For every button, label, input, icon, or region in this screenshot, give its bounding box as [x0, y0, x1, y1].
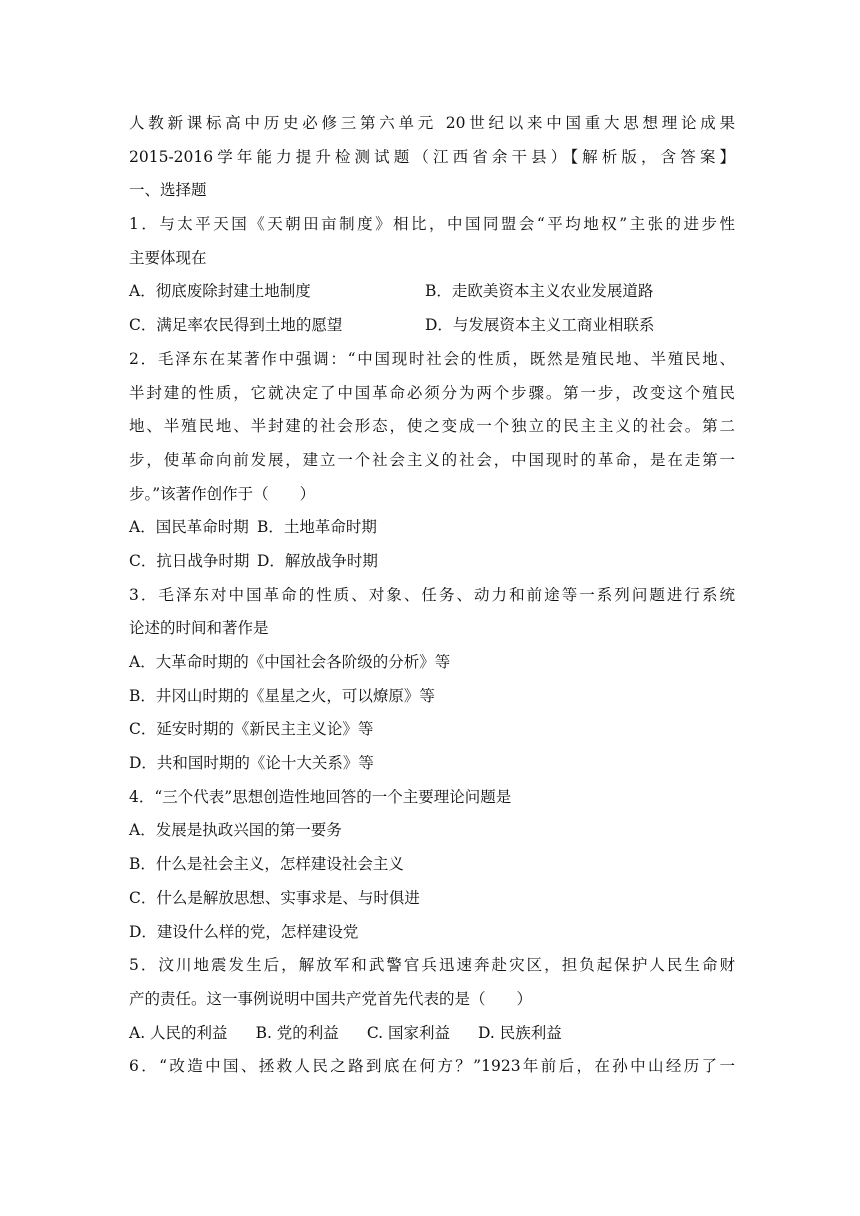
question-2-option-c: C．抗日战争时期	[129, 551, 250, 570]
section-heading: 一、选择题	[129, 181, 207, 200]
question-4-option-b: B．什么是社会主义，怎样建设社会主义	[129, 855, 404, 874]
document-body	[129, 107, 735, 1084]
question-4-option-a: A．发展是执政兴国的第一要务	[129, 821, 342, 840]
document-title-line-2: 2015-2016学年能力提升检测试题（江西省余干县）【解析版，含答案】	[129, 147, 735, 166]
question-1-option-c: C．满足率农民得到土地的愿望	[129, 316, 343, 335]
question-2-stem: 2．毛泽东在某著作中强调：“中国现时社会的性质，既然是殖民地、半殖民地、	[129, 349, 735, 368]
question-2-option-b: B．土地革命时期	[257, 518, 377, 537]
question-2-stem-cont-1: 半封建的性质，它就决定了中国革命必须分为两个步骤。第一步，改变这个殖民	[129, 383, 735, 402]
question-5-stem: 5．汶川地震发生后，解放军和武警官兵迅速奔赴灾区，担负起保护人民生命财	[129, 956, 735, 975]
question-2-option-d: D．解放战争时期	[257, 551, 378, 570]
question-3-option-b: B．井冈山时期的《星星之火，可以燎原》等	[129, 686, 435, 705]
question-1-option-a: A．彻底废除封建土地制度	[129, 282, 311, 301]
question-5-option-d: D. 民族利益	[477, 1023, 562, 1042]
document-title-line-1: 人教新课标高中历史必修三第六单元 20世纪以来中国重大思想理论成果	[129, 114, 735, 132]
question-5-option-c: C. 国家利益	[366, 1023, 450, 1042]
question-1-option-b: B．走欧美资本主义农业发展道路	[425, 282, 654, 301]
question-4-option-c: C．什么是解放思想、实事求是、与时俱进	[129, 888, 420, 907]
question-1-stem-cont: 主要体现在	[129, 248, 207, 267]
question-2-option-a: A．国民革命时期	[129, 518, 249, 537]
question-1-option-d: D．与发展资本主义工商业相联系	[425, 316, 655, 335]
question-4-stem: 4．“三个代表”思想创造性地回答的一个主要理论问题是	[129, 787, 512, 806]
question-3-option-c: C．延安时期的《新民主主义论》等	[129, 720, 374, 739]
question-5-option-a: A. 人民的利益	[129, 1023, 228, 1042]
question-3-stem-cont: 论述的时间和著作是	[129, 619, 269, 638]
question-5-stem-cont: 产的责任。这一事例说明中国共产党首先代表的是（ ）	[129, 989, 533, 1008]
question-2-stem-cont-2: 地、半殖民地、半封建的社会形态，使之变成一个独立的民主主义的社会。第二	[129, 417, 735, 436]
question-1-options-row-1	[129, 275, 735, 309]
question-1-options-row-2	[129, 309, 735, 343]
question-2-options-row-2	[129, 545, 735, 579]
question-3-stem: 3．毛泽东对中国革命的性质、对象、任务、动力和前途等一系列问题进行系统	[129, 585, 735, 604]
question-6-stem: 6．“改造中国、拯救人民之路到底在何方？”1923年前后，在孙中山经历了一	[129, 1057, 735, 1076]
question-5-options-row	[129, 1017, 735, 1051]
question-4-option-d: D．建设什么样的党，怎样建设党	[129, 922, 359, 941]
question-1-stem: 1．与太平天国《天朝田亩制度》相比，中国同盟会“平均地权”主张的进步性	[129, 215, 735, 234]
question-3-option-a: A．大革命时期的《中国社会各阶级的分析》等	[129, 653, 451, 671]
question-3-option-d: D．共和国时期的《论十大关系》等	[129, 754, 374, 773]
question-2-stem-cont-3: 步，使革命向前发展，建立一个社会主义的社会，中国现时的革命，是在走第一	[129, 450, 735, 469]
question-2-stem-cont-4: 步。”该著作创作于（ ）	[129, 484, 316, 503]
question-2-options-row-1	[129, 511, 735, 545]
question-5-option-b: B. 党的利益	[255, 1023, 339, 1042]
